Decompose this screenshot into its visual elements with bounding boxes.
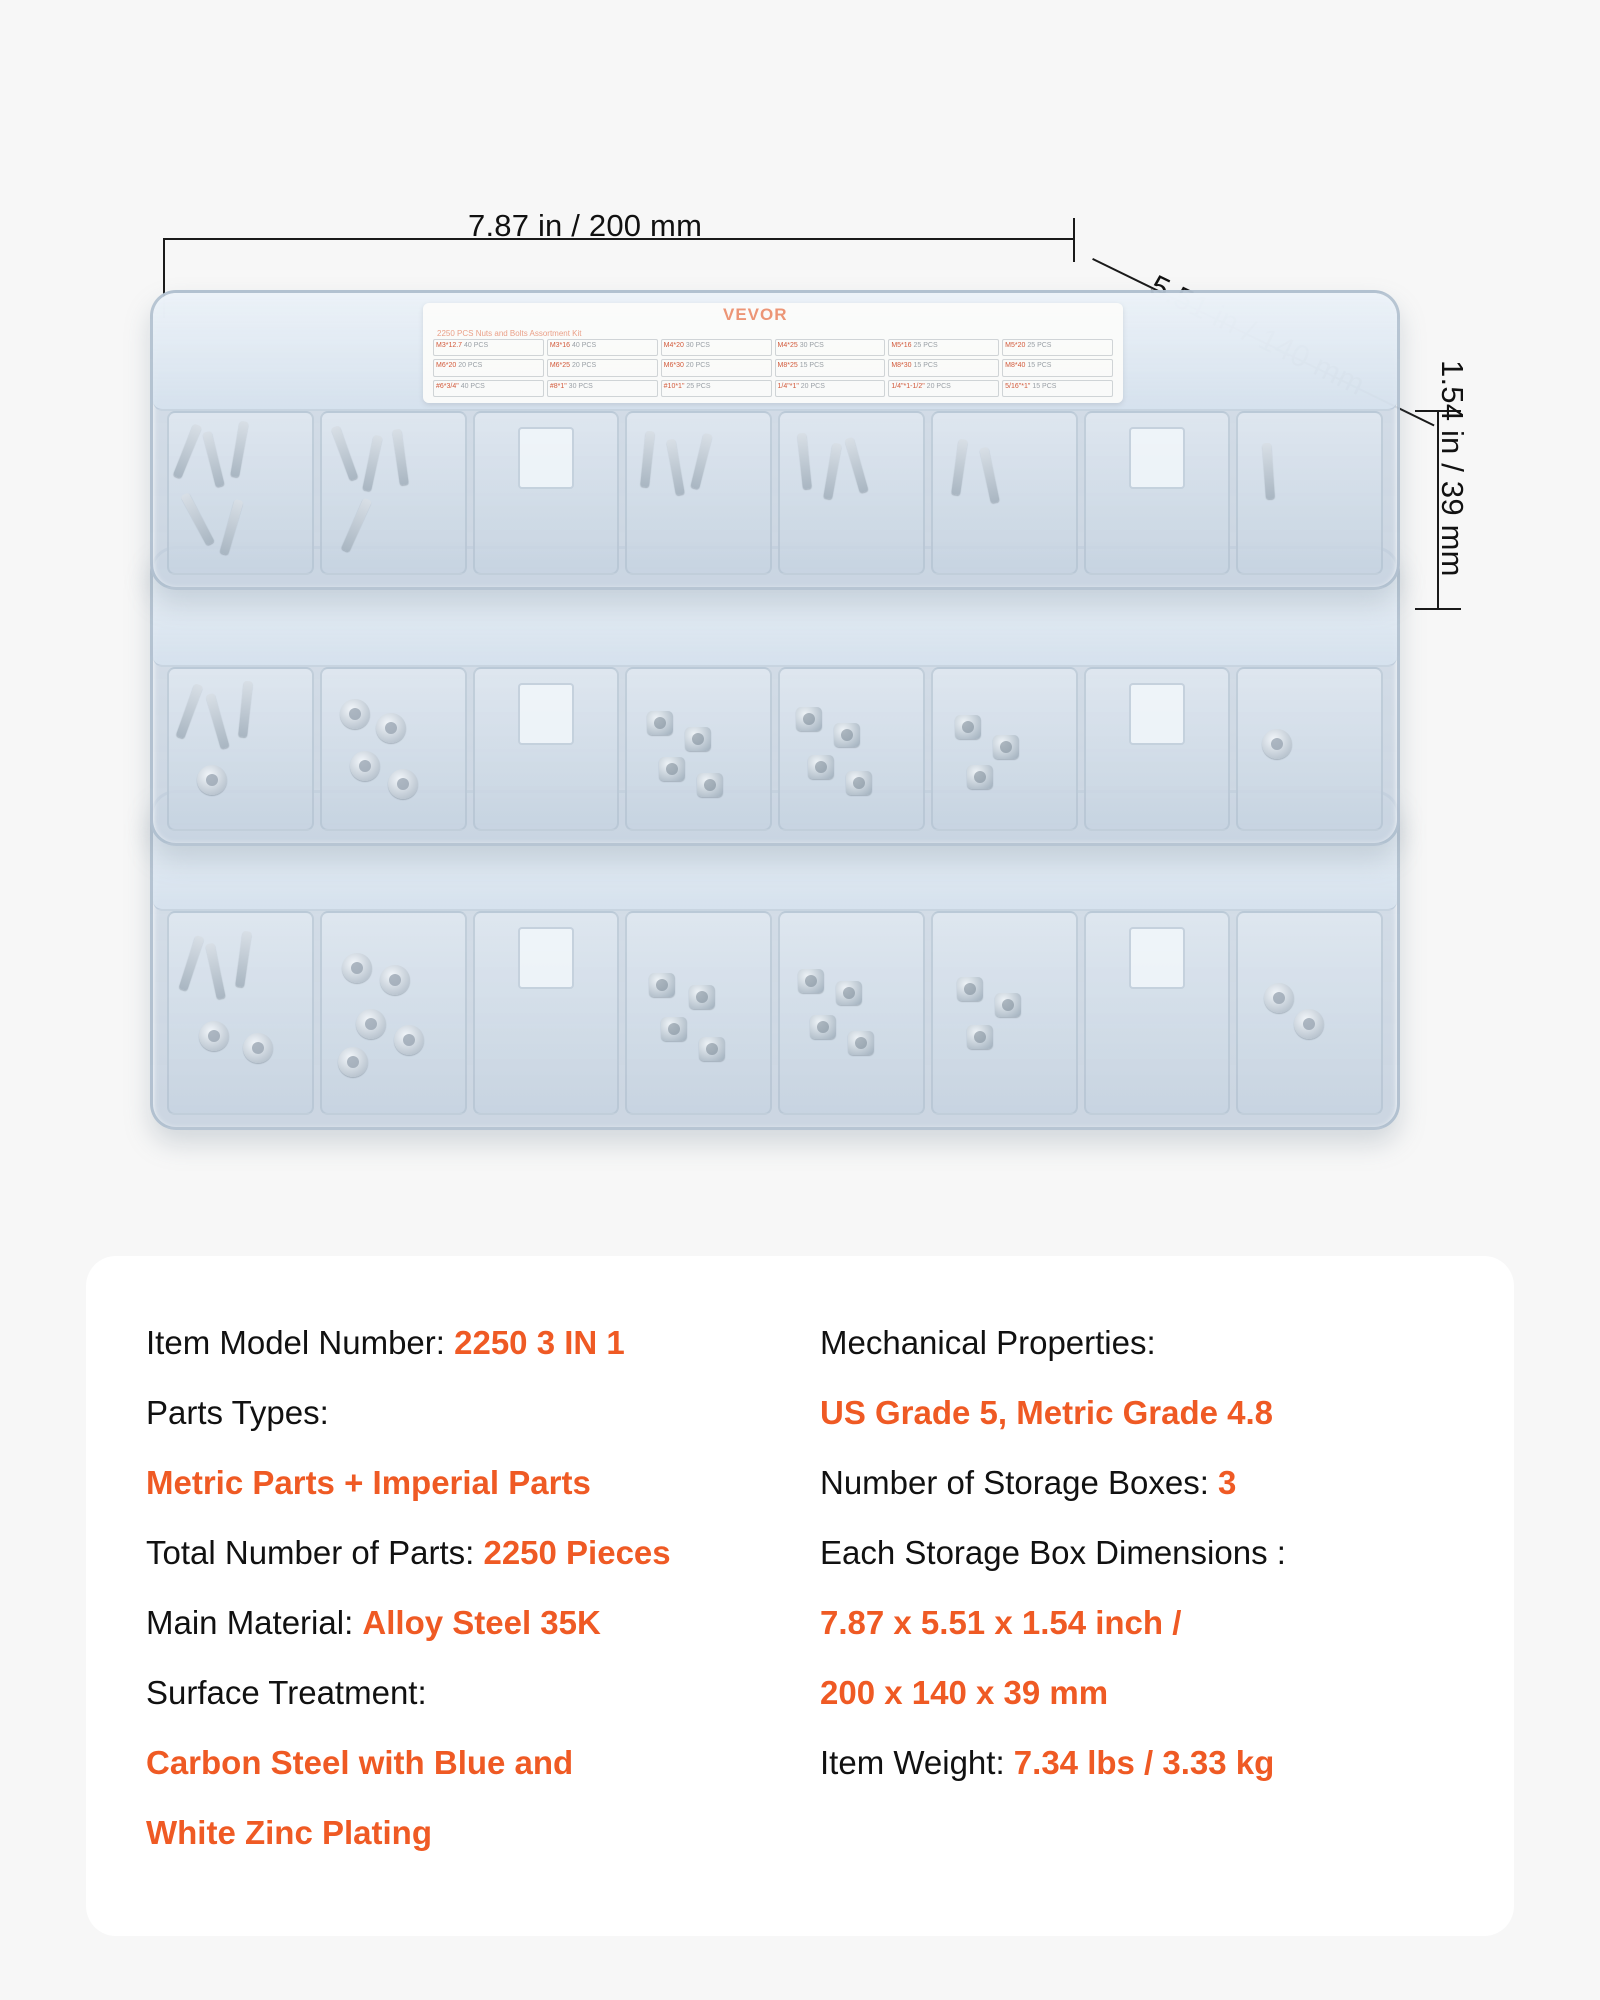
label-cell-size: #6*3/4" [436,382,459,390]
label-cell [547,380,658,397]
compartment [625,667,772,831]
spec-item-model-number [146,1308,800,1378]
compartment-divider [518,683,574,745]
spec-box-dimensions-label [820,1518,1474,1588]
label-subtitle: 2250 PCS Nuts and Bolts Assortment Kit [437,329,582,338]
compartment [320,667,467,831]
storage-box-middle [150,546,1400,846]
compartment [1236,667,1383,831]
compartment [778,667,925,831]
label-cell-size: M8*25 [777,362,798,370]
label-cell [433,359,544,376]
spec-surface-treatment-label [146,1658,800,1728]
label-cell-size: M8*30 [891,362,912,370]
compartment [625,411,772,575]
label-cell-count: 40 PCS [572,342,597,349]
spec-surface-treatment-value-1: Carbon Steel with Blue and [146,1744,574,1781]
label-cell-count: 25 PCS [686,382,711,390]
compartment [473,667,620,831]
compartment [167,911,314,1115]
compartment [778,911,925,1115]
spec-label: Item Model Number: [146,1324,455,1361]
compartment [931,411,1078,575]
compartment [625,911,772,1115]
spec-label: Parts Types: [146,1394,329,1431]
spec-label: Surface Treatment: [146,1674,427,1711]
fastener-group [322,413,465,573]
compartment [931,911,1078,1115]
compartment-row-middle [161,667,1389,837]
label-cell-count: 15 PCS [913,362,938,370]
label-cell-count: 15 PCS [1027,362,1052,370]
storage-box-top [150,290,1400,590]
label-cell-count: 20 PCS [572,362,597,370]
spec-mechanical-properties-label [820,1308,1474,1378]
label-cell-count: 20 PCS [926,382,951,390]
fastener-group [627,413,770,573]
compartment [473,911,620,1115]
label-cell [775,380,886,397]
compartment [1084,411,1231,575]
spec-value: 7.34 lbs / 3.33 kg [1013,1744,1275,1781]
label-cell-count: 40 PCS [460,382,485,390]
fastener-group [169,913,312,1113]
label-cell-size: 1/4"*1-1/2" [891,382,925,390]
fastener-group [933,669,1076,829]
label-cell-size: M6*25 [549,362,571,370]
specifications-grid [146,1308,1474,1868]
fastener-group [1238,913,1381,1113]
compartment-divider [518,927,574,989]
spec-label: Item Weight: [820,1744,1014,1781]
compartment [320,911,467,1115]
compartment [473,411,620,575]
label-cell-count: 25 PCS [1027,342,1052,349]
product-label-card [423,303,1123,403]
fastener-group [322,913,465,1113]
label-cell [888,339,999,356]
spec-box-dimensions-imperial: 7.87 x 5.51 x 1.54 inch / [820,1604,1182,1641]
fastener-group [1238,669,1381,829]
spec-value: 2250 3 IN 1 [454,1324,625,1361]
height-dimension-tick-bottom [1415,608,1461,610]
label-cell-count: 20 PCS [458,362,483,370]
spec-label: Total Number of Parts: [146,1534,484,1571]
label-cell-size: M4*25 [777,342,798,349]
spec-label: Mechanical Properties: [820,1324,1156,1361]
label-cell [433,380,544,397]
label-cell-count: 20 PCS [685,362,710,370]
spec-item-weight [820,1728,1474,1798]
label-cell [433,339,544,356]
fastener-group [627,669,770,829]
spec-box-dimensions-metric: 200 x 140 x 39 mm [820,1674,1109,1711]
label-cell-size: M6*20 [436,362,457,370]
fastener-group [169,669,312,829]
label-cell-count: 20 PCS [800,382,825,390]
compartment [167,411,314,575]
label-cell [775,339,886,356]
label-cell [547,359,658,376]
spec-total-parts [146,1518,800,1588]
compartment-row-top [161,411,1389,581]
compartment [167,667,314,831]
spec-mechanical-properties-value: US Grade 5, Metric Grade 4.8 [820,1394,1274,1431]
spec-label: Each Storage Box Dimensions : [820,1534,1286,1571]
spec-surface-treatment-value-2: White Zinc Plating [146,1814,432,1851]
compartment [931,667,1078,831]
compartment [1236,411,1383,575]
label-cell-size: 5/16"*1" [1005,382,1031,390]
spec-main-material [146,1588,800,1658]
label-cell [661,380,772,397]
compartment [1236,911,1383,1115]
fastener-group [933,913,1076,1113]
spec-value: Alloy Steel 35K [362,1604,601,1641]
label-cell-size: #10*1" [663,382,685,390]
spec-label: Number of Storage Boxes: [820,1464,1219,1501]
label-cell-size: M4*20 [663,342,684,349]
specifications-right-column [820,1308,1474,1868]
specifications-card [86,1256,1514,1936]
label-cell-count: 25 PCS [913,342,938,349]
label-cell [1002,359,1113,376]
label-cell-count: 30 PCS [685,342,710,349]
width-dimension-label: 7.87 in / 200 mm [468,208,703,243]
label-cell [547,339,658,356]
fastener-group [780,413,923,573]
label-cell-count: 15 PCS [1032,382,1057,390]
specifications-left-column [146,1308,800,1868]
label-cell-size: M3*12.7 [436,342,463,349]
storage-box-stack [150,290,1420,1150]
fastener-group [933,413,1076,573]
compartment [778,411,925,575]
label-cell [775,359,886,376]
brand-logo: VEVOR [723,305,788,324]
compartment [1084,667,1231,831]
spec-value: 2250 Pieces [483,1534,671,1571]
label-cell [661,359,772,376]
fastener-group [780,913,923,1113]
label-cell-size: M5*16 [891,342,912,349]
label-cell-size: 1/4"*1" [777,382,799,390]
compartment-divider [1129,927,1185,989]
label-cell-size: M3*16 [549,342,571,349]
compartment-row-bottom [161,911,1389,1121]
label-cell-count: 15 PCS [799,362,824,370]
width-dimension-tick-right [1073,218,1075,262]
label-cell-count: 40 PCS [464,342,489,349]
compartment [320,411,467,575]
spec-number-of-storage-boxes [820,1448,1474,1518]
label-cell [1002,339,1113,356]
label-cell-size: M6*30 [663,362,684,370]
fastener-group [322,669,465,829]
label-cell [661,339,772,356]
height-dimension-label: 1.54 in / 39 mm [1435,360,1470,577]
spec-value: 3 [1218,1464,1237,1501]
label-cell-size: M8*40 [1005,362,1026,370]
label-cell [888,359,999,376]
compartment [1084,911,1231,1115]
label-cell-size: M5*20 [1005,342,1026,349]
fastener-group [780,669,923,829]
compartment-divider [1129,427,1185,489]
compartment-divider [518,427,574,489]
spec-parts-types-value: Metric Parts + Imperial Parts [146,1464,591,1501]
label-cell-size: #8*1" [549,382,567,390]
fastener-group [169,413,312,573]
fastener-group [627,913,770,1113]
box-lid-top [153,293,1397,411]
label-cell [888,380,999,397]
label-spec-grid [433,339,1113,397]
compartment-divider [1129,683,1185,745]
label-cell-count: 30 PCS [799,342,824,349]
label-cell-count: 30 PCS [568,382,593,390]
fastener-group [1238,413,1381,573]
label-cell [1002,380,1113,397]
spec-parts-types-label [146,1378,800,1448]
spec-label: Main Material: [146,1604,363,1641]
